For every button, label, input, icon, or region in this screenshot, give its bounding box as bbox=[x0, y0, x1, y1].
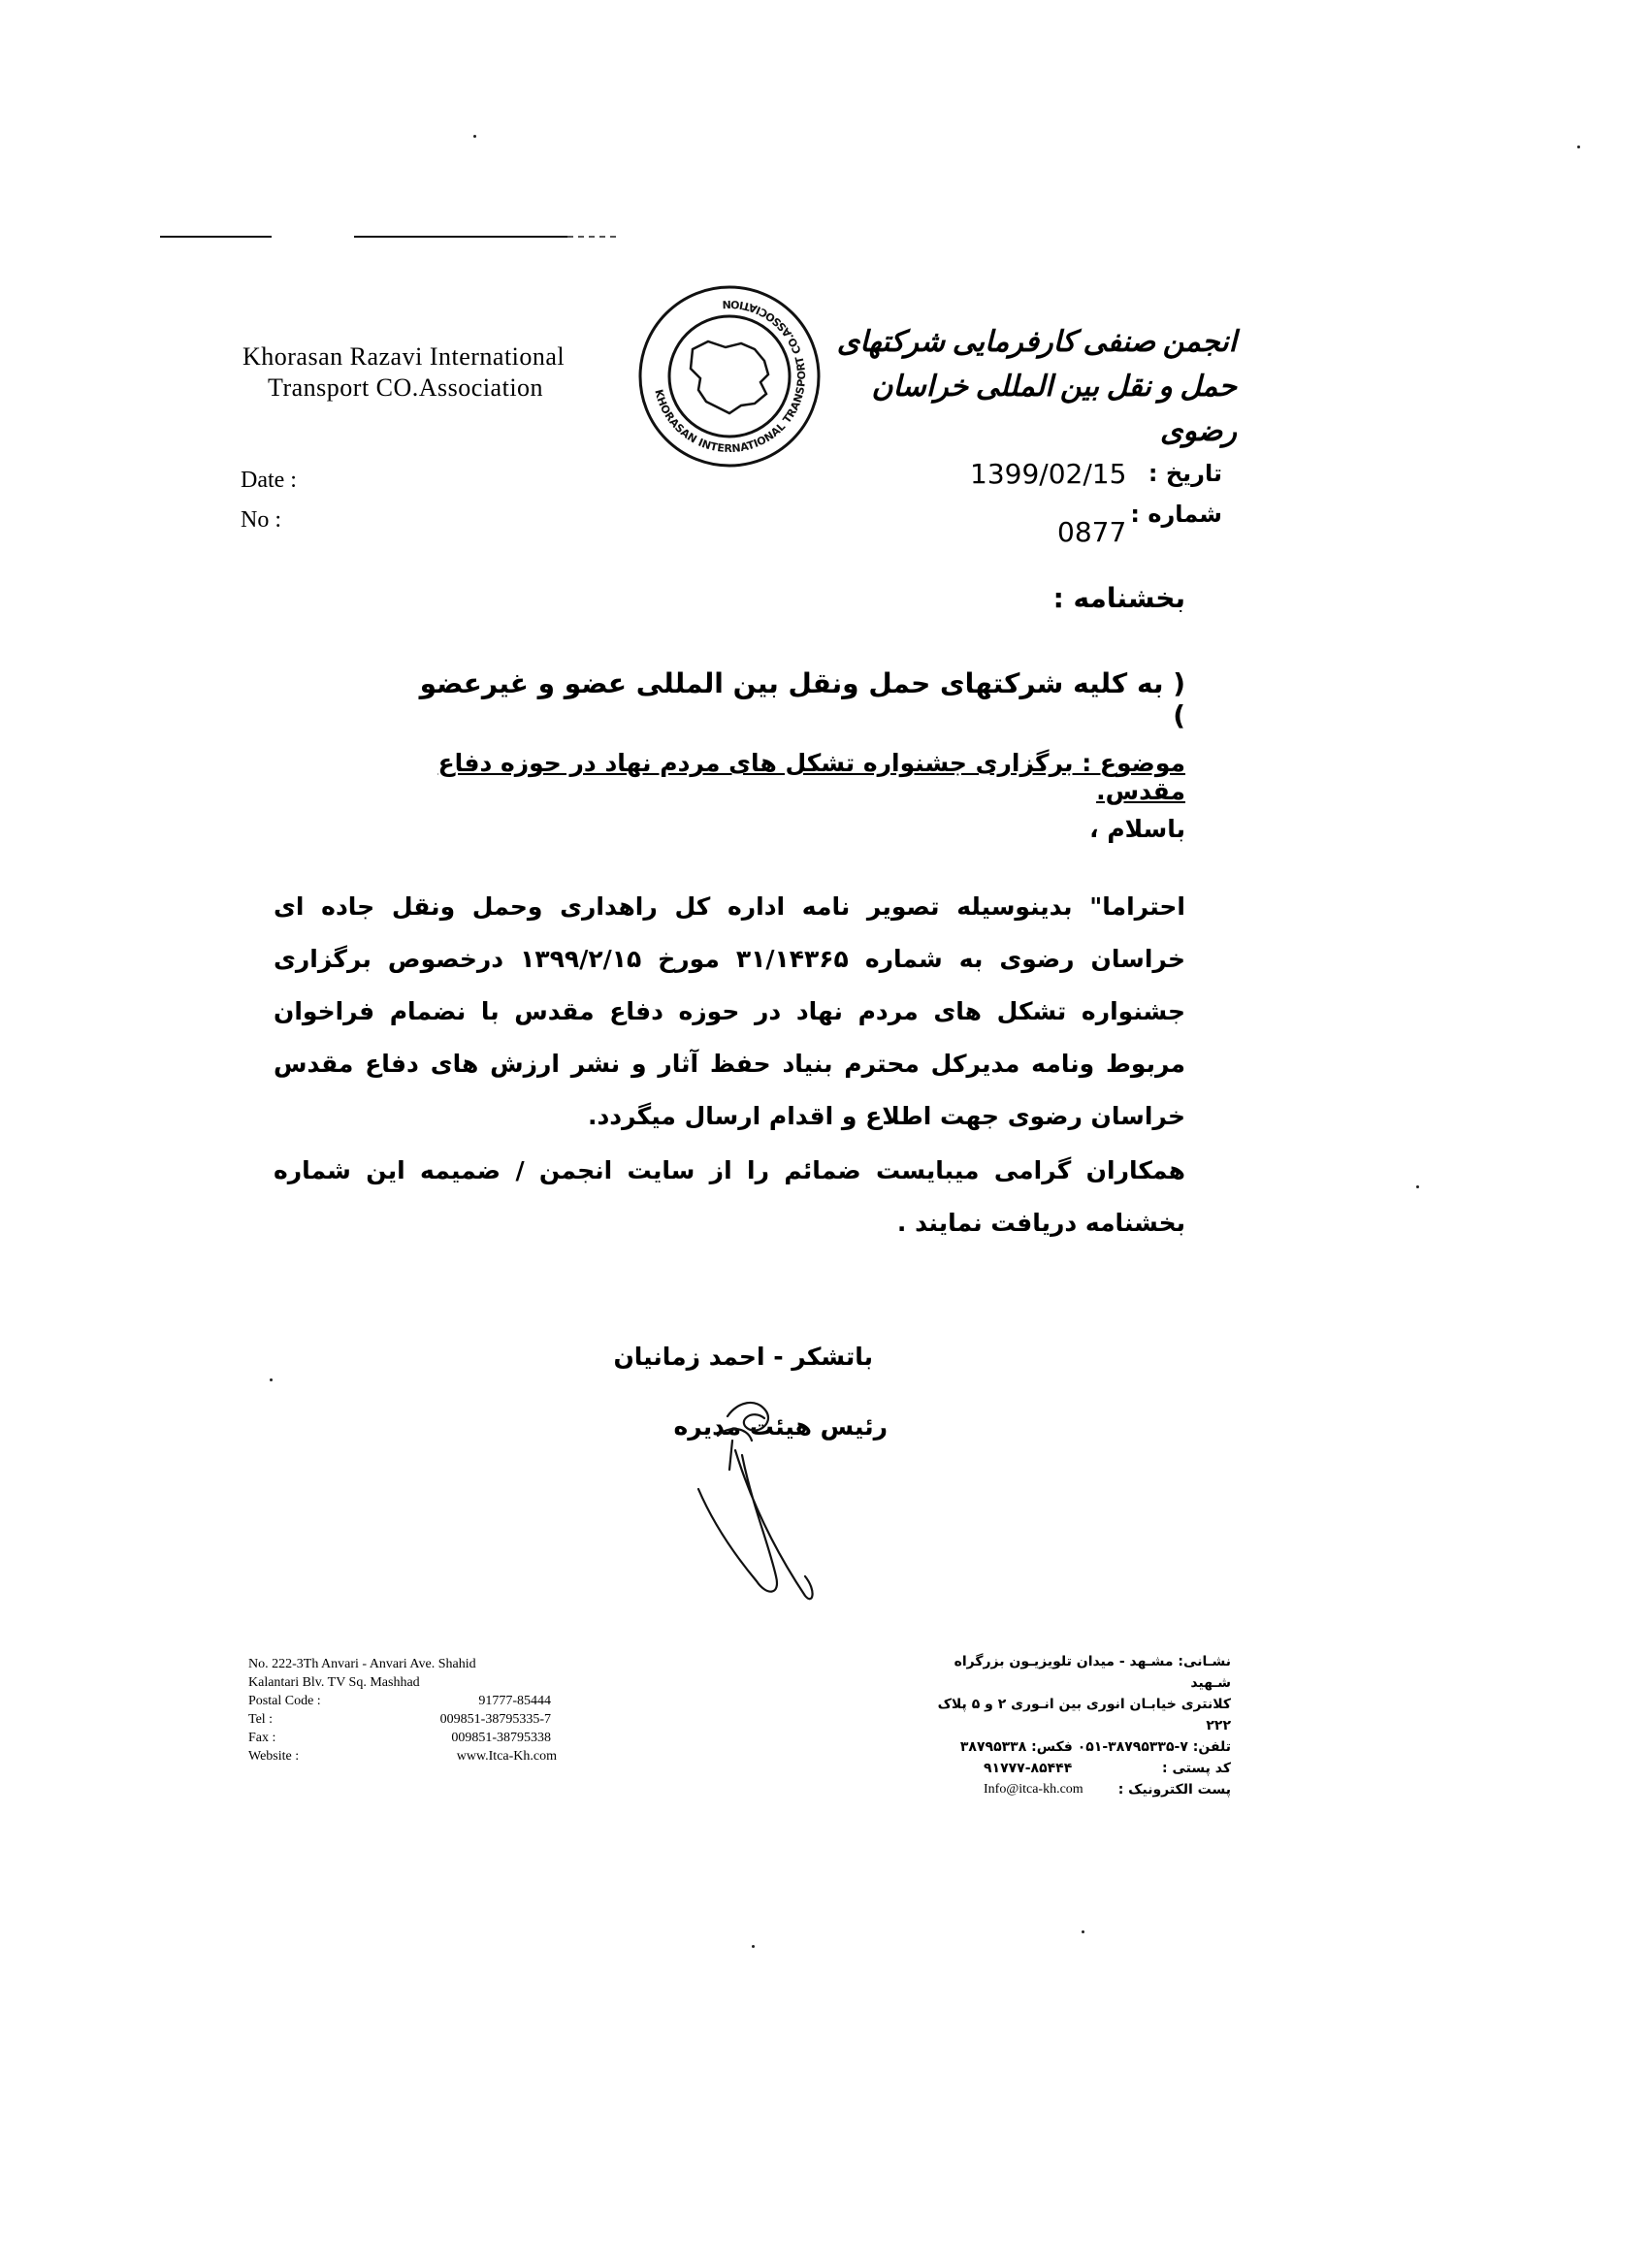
footer-en-postal: Postal Code : 91777-85444 bbox=[248, 1694, 551, 1708]
closing-thanks: باتشکر - احمد زمانیان bbox=[613, 1343, 873, 1371]
no-label-fa: شماره : bbox=[1130, 501, 1222, 528]
no-value: 0877 bbox=[1057, 516, 1127, 548]
footer-fa-address-1: نشـانی: مشـهد - میدان تلویزیـون بزرگراه شـهید bbox=[954, 1654, 1231, 1691]
footer-fa-phone: تلفن: ۷-۳۸۷۹۵۳۳۵-۰۵۱ فکس: ۳۸۷۹۵۳۳۸ bbox=[959, 1739, 1231, 1755]
header-rule-dashed bbox=[567, 236, 616, 238]
footer-fa-email: پست الکترونیک : Info@itca-kh.com bbox=[984, 1782, 1231, 1798]
footer-en-fax: Fax : 009851-38795338 bbox=[248, 1731, 551, 1745]
greeting: باسلام ، bbox=[1089, 815, 1185, 843]
footer-en-address-1: No. 222-3Th Anvari - Anvari Ave. Shahid bbox=[248, 1657, 476, 1671]
date-value: 1399/02/15 bbox=[970, 458, 1127, 490]
org-name-en-line2: Transport CO.Association bbox=[268, 373, 544, 402]
body-paragraph-2: همکاران گرامی میبایست ضمائم را از سایت انجمن / ضمیمه این شماره بخشنامه دریافت نمایند . bbox=[274, 1156, 1185, 1237]
date-label-en: Date : bbox=[241, 468, 297, 493]
footer-fa bbox=[916, 1651, 1231, 1800]
svg-text:KHORASAN INTERNATIONAL TRANSPO bbox=[652, 298, 808, 455]
signer-title: رئیس هیئت مدیره bbox=[673, 1412, 888, 1441]
seal-ring-text: KHORASAN INTERNATIONAL TRANSPORT CO.ASSOCIATION bbox=[652, 297, 809, 456]
footer-en-address-2: Kalantari Blv. TV Sq. Mashhad bbox=[248, 1675, 420, 1690]
footer-en bbox=[248, 1655, 557, 1766]
body-paragraph-1: احتراما" بدینوسیله تصویر نامه اداره کل راهداری وحمل ونقل جاده ای خراسان رضوی به شماره ۳۱/۱۴۳۶۵ مورخ ۱۳۹۹/۲/۱۵ درخصوص برگزاری جشنواره تشکل های مردم نهاد در حوزه دفاع مقدس با نضمام فراخوان مربوط ونامه مدیرکل محترم بنیاد حفظ آثار و نشر ارزش های دفاع مقدس خراسان رضوی جهت اطلاع و اقدام ارسال میگردد. bbox=[274, 892, 1185, 1130]
handwritten-signature bbox=[660, 1397, 834, 1610]
footer-en-tel: Tel : 009851-38795335-7 bbox=[248, 1712, 551, 1727]
scan-speck bbox=[1082, 1930, 1084, 1933]
header-rule-left bbox=[160, 236, 272, 238]
scan-speck bbox=[1416, 1185, 1419, 1188]
seal-graphic bbox=[632, 279, 826, 473]
footer-en-website: Website : www.Itca-Kh.com bbox=[248, 1749, 557, 1764]
org-name-en-line1: Khorasan Razavi International bbox=[242, 342, 566, 371]
org-name-en bbox=[242, 341, 630, 404]
scan-speck bbox=[270, 1378, 273, 1381]
signature-graphic bbox=[660, 1397, 834, 1610]
scan-speck bbox=[1577, 146, 1580, 148]
association-seal-logo bbox=[632, 279, 826, 473]
circular-title: بخشنامه : bbox=[1052, 582, 1185, 614]
no-label-en: No : bbox=[241, 507, 281, 533]
subject-line bbox=[388, 749, 1185, 805]
scan-speck bbox=[752, 1945, 755, 1948]
recipients-line: ( به کلیه شرکتهای حمل ونقل بین المللی عضو و غیرعضو ) bbox=[419, 667, 1185, 731]
footer-fa-postal: کد پستی : ۹۱۷۷۷-۸۵۴۴۴ bbox=[984, 1761, 1231, 1776]
header-rule-middle bbox=[354, 236, 567, 238]
footer-fa-address-2: کلانتری خیابـان انوری بین انـوری ۲ و ۵ پلاک ۲۲۲ bbox=[937, 1697, 1231, 1733]
scan-speck bbox=[473, 135, 476, 138]
date-label-fa: تاریخ : bbox=[1148, 460, 1222, 487]
org-name-fa: انجمن صنفی کارفرمایی شرکتهای حمل و نقل بین المللی خراسان رضوی bbox=[836, 326, 1237, 447]
subject-text: موضوع : برگزاری جشنواره تشکل های مردم نهاد در حوزه دفاع مقدس. bbox=[437, 749, 1185, 805]
